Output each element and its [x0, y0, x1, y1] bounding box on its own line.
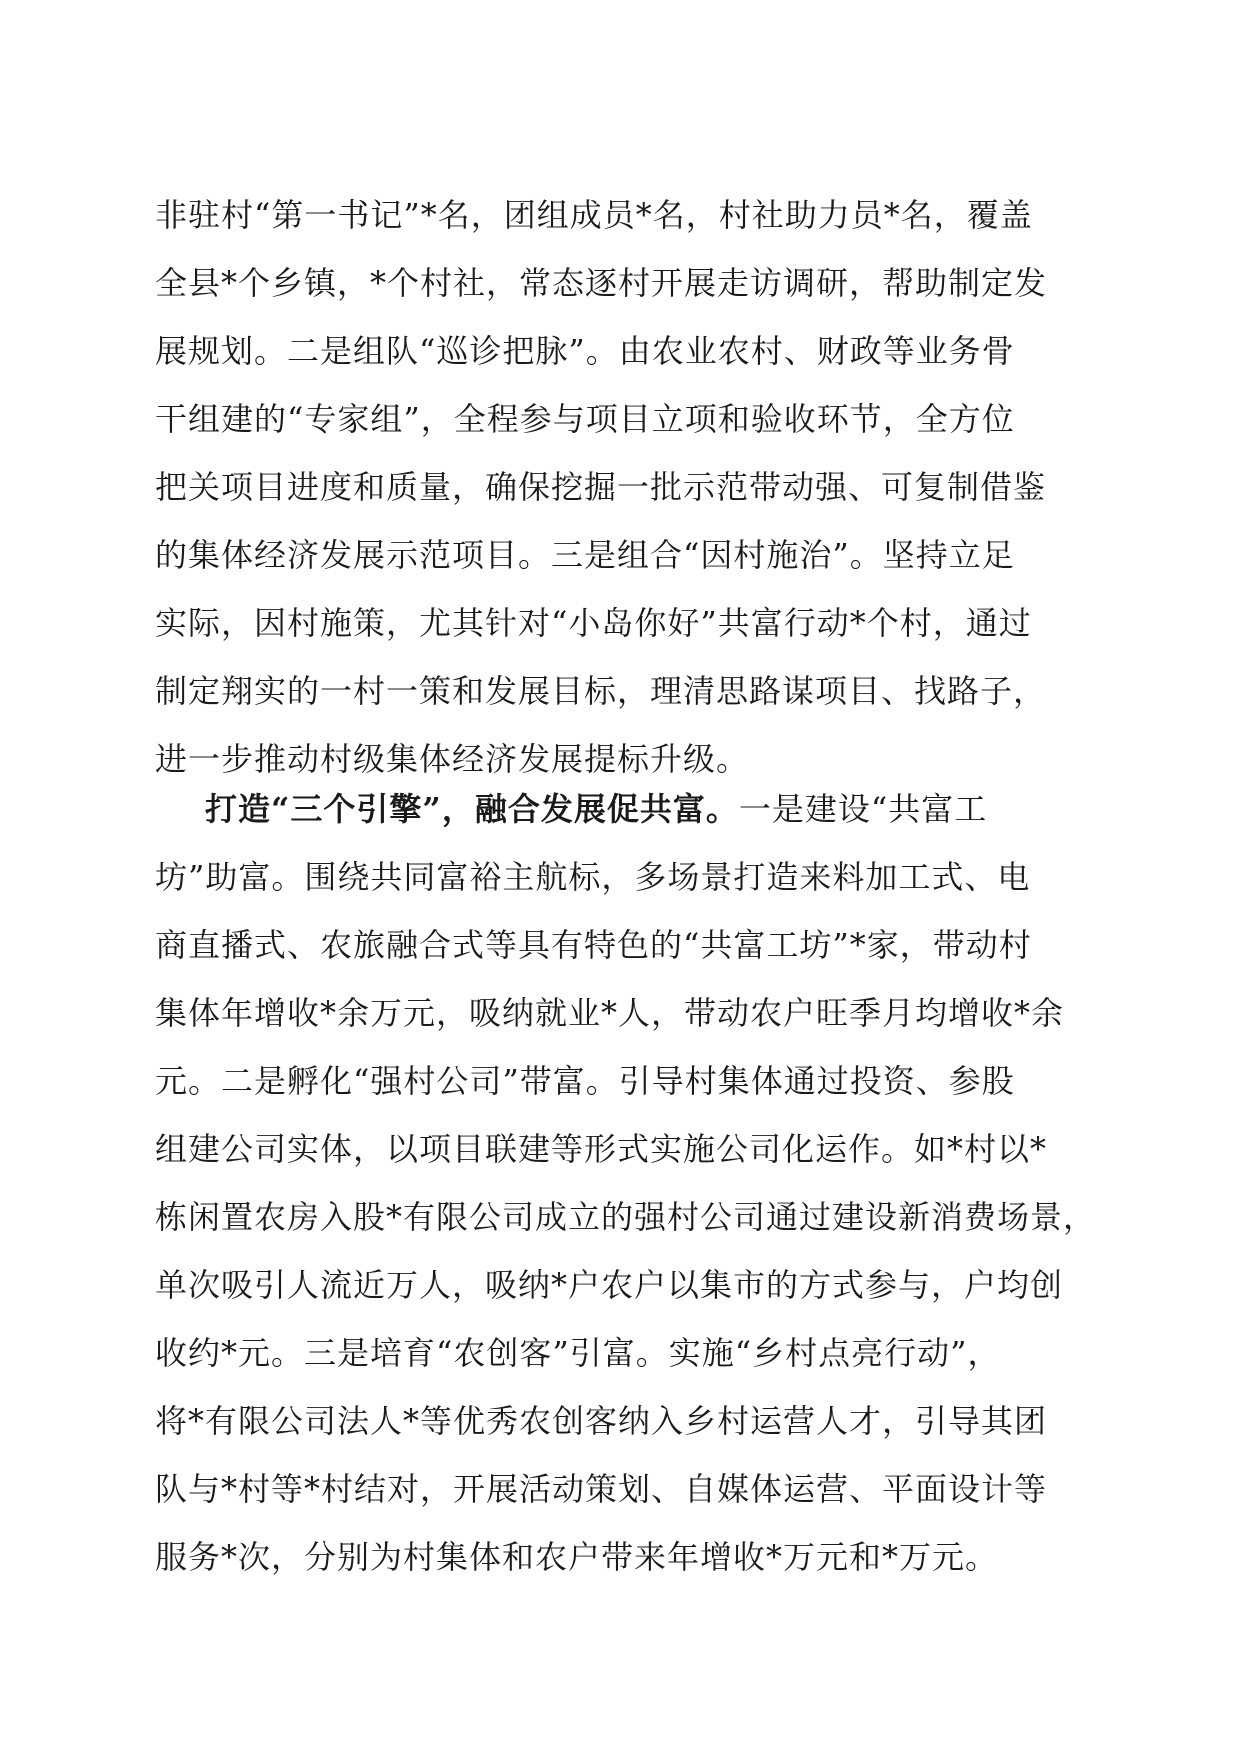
heading-continuation: 一是建设“共富工: [738, 790, 988, 828]
text-line: 全县*个乡镇，*个村社，常态逐村开展走访调研，帮助制定发: [155, 264, 1048, 302]
text-line: 商直播式、农旅融合式等具有特色的“共富工坊”*家，带动村: [155, 926, 1032, 964]
text-line: 组建公司实体，以项目联建等形式实施公司化运作。如*村以*: [155, 1130, 1048, 1168]
text-line: [155, 775, 1085, 843]
text-line: 进一步推动村级集体经济发展提标升级。: [155, 740, 750, 778]
text-line: 干组建的“专家组”，全程参与项目立项和验收环节，全方位: [155, 400, 1015, 438]
paragraph-three-engines: [155, 775, 1097, 1591]
paragraph-heading: 打造“三个引擎”，融合发展促共富。: [205, 790, 739, 828]
text-line: 把关项目进度和质量，确保挖掘一批示范带动强、可复制借鉴: [155, 468, 1047, 506]
paragraph-work-teams: [155, 181, 1085, 793]
text-line: 单次吸引人流近万人，吸纳*户农户以集市的方式参与，户均创: [155, 1266, 1064, 1304]
text-line: 队与*村等*村结对，开展活动策划、自媒体运营、平面设计等: [155, 1470, 1048, 1508]
text-line: 服务*次，分别为村集体和农户带来年增收*万元和*万元。: [155, 1538, 999, 1576]
text-line: 的集体经济发展示范项目。三是组合“因村施治”。坚持立足: [155, 536, 1015, 574]
text-line: 实际，因村施策，尤其针对“小岛你好”共富行动*个村，通过: [155, 604, 1032, 642]
text-line: 坊”助富。围绕共同富裕主航标，多场景打造来料加工式、电: [155, 858, 1031, 896]
text-line: 将*有限公司法人*等优秀农创客纳入乡村运营人才，引导其团: [155, 1402, 1048, 1440]
text-line: 展规划。二是组队“巡诊把脉”。由农业农村、财政等业务骨: [155, 332, 1015, 370]
text-line: 收约*元。三是培育“农创客”引富。实施“乡村点亮行动”，: [155, 1334, 1001, 1372]
text-line: 非驻村“第一书记”*名，团组成员*名，村社助力员*名，覆盖: [155, 196, 1033, 234]
text-line: 集体年增收*余万元，吸纳就业*人，带动农户旺季月均增收*余: [155, 994, 1065, 1032]
text-line: 栋闲置农房入股*有限公司成立的强村公司通过建设新消费场景，: [155, 1198, 1097, 1236]
text-line: 元。二是孵化“强村公司”带富。引导村集体通过投资、参股: [155, 1062, 1015, 1100]
text-line: 制定翔实的一村一策和发展目标，理清思路谋项目、找路子，: [155, 672, 1047, 710]
